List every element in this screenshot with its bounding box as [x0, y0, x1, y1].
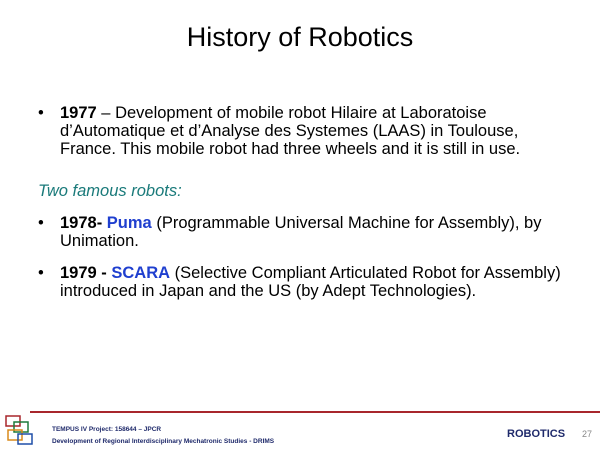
bullet-text: – Development of mobile robot Hilaire at Laboratoise d’Automatique et d’Analyse des Systemes (LAAS) in Toulouse, France. This mobile robot had three wheels and it is still in use.	[60, 104, 521, 158]
robot-name-puma: Puma	[106, 214, 152, 232]
tempus-logo-icon	[4, 414, 44, 448]
bullet-marker: •	[38, 214, 44, 232]
footer-project-info	[52, 424, 274, 448]
bullet-marker: •	[38, 104, 44, 122]
bullet-1979	[38, 264, 578, 300]
bullet-year: 1979 -	[60, 264, 112, 282]
slide-content	[38, 104, 578, 300]
bullet-1977	[38, 104, 578, 158]
bullet-year: 1977	[60, 104, 97, 122]
page-number: 27	[582, 429, 593, 439]
footer-project-line: TEMPUS IV Project: 158644 – JPCR	[52, 426, 162, 433]
bullet-year: 1978-	[60, 214, 103, 232]
subheading-famous-robots: Two famous robots:	[38, 182, 182, 200]
robot-name-scara: SCARA	[111, 264, 171, 282]
bullet-1978	[38, 214, 578, 250]
bullet-text: (Selective Compliant Articulated Robot for Assembly) introduced in Japan and the US (by Adept Technologies).	[60, 264, 561, 300]
footer-course-label: ROBOTICS	[507, 428, 566, 440]
slide-title: History of Robotics	[186, 22, 414, 52]
bullet-text: (Programmable Universal Machine for Assembly), by Unimation.	[60, 214, 542, 250]
footer-program-line: Development of Regional Interdisciplinary Mechatronic Studies - DRIMS	[52, 438, 275, 445]
bullet-marker: •	[38, 264, 44, 282]
footer-divider	[30, 411, 600, 413]
